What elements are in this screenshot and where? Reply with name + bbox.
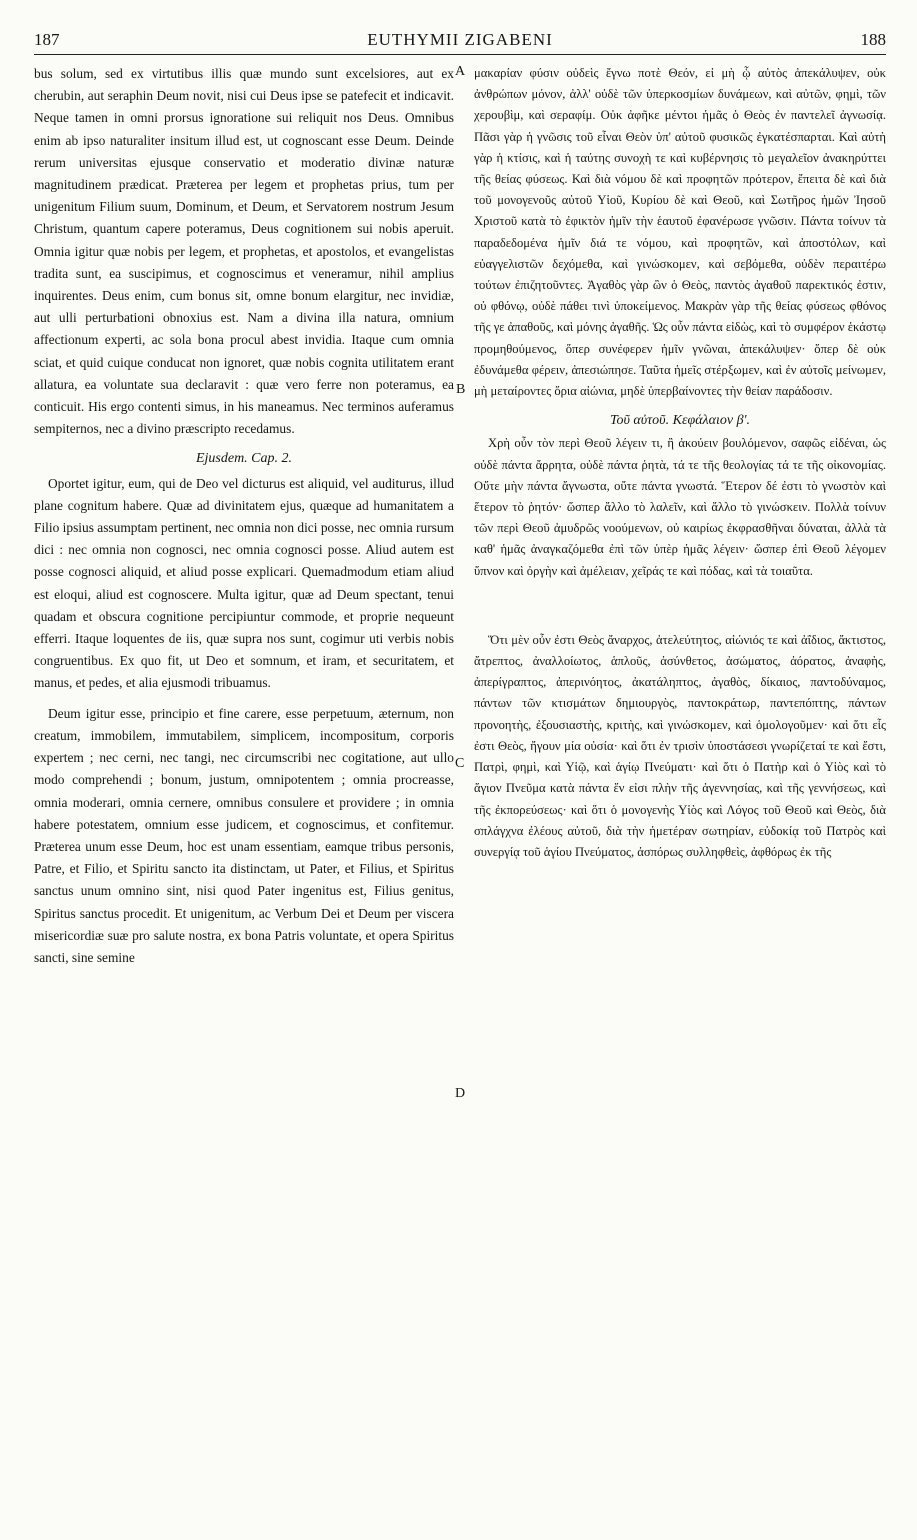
running-title: EUTHYMII ZIGABENI xyxy=(367,30,553,49)
greek-chapter-heading: Τοῦ αὐτοῦ. Κεφάλαιον β'. xyxy=(609,413,751,429)
latin-paragraph-1: bus solum, sed ex virtutibus illis quæ mundo sunt excelsiores, aut ex cherubin, aut seraphin Deum novit, nisi cui Deus ipse se patefecit et indicavit. Neque tamen in omni prorsus ignoratione sui reliquit nos Deus. Omnibus enim ab ipso naturaliter insitum illud est, ut cognoscant esse Deum. Deinde rerum universitas ejusque conservatio et moderatio divinæ naturæ magnitudinem prædicat. Præterea per legem et prophetas prius, tum per unigenitum Filium suum, Dominum, et Deum, et Servatorem nostrum Jesum Christum, quantum capere poteramus, Deus cognitionem sui nobis aperuit. Omnia igitur quæ nobis per legem, et prophetas, et apostolos, et evangelistas tradita sunt, ea suscipimus, et cognoscimus et veneramur, nihil amplius inquirentes. Deus enim, cum bonus sit, omne bonum elargitur, nec invidiæ, aut ulli perturbationi obnoxius est. Nam a divina illa natura, omnium affectionum experti, ac sola bona procul abest invidia. Itaque cum omnia sciat, et quid cuique conducat non ignoret, quæ nobis cognita utilitatem erant allatura, ea voluntate sua declaravit : quæ vero ferre non poteramus, ea conticuit. His ergo contenti simus, in his maneamus. Nec terminos auferamus sempiternos, nec a divino præscripto recedamus. xyxy=(34,66,454,437)
margin-letter-b: B xyxy=(456,382,466,397)
greek-paragraph-1: μακαρίαν φύσιν οὐδεὶς ἔγνω ποτὲ Θεόν, εἰ μὴ ᾧ αὐτὸς ἀπεκάλυψεν, οὐκ ἀνθρώπων μόνον, ἀλλ' οὐδὲ τῶν ὑπερκοσμίων δυνάμεων, καὶ αὐτῶν, φημὶ, τῶν χερουβὶμ, καὶ σεραφίμ. Οὐκ ἀφῆκε μέντοι ἡμᾶς ὁ Θεὸς ἐν παντελεῖ ἀγνωσίᾳ. Πᾶσι γὰρ ἡ γνῶσις τοῦ εἶναι Θεὸν ὑπ' αὐτοῦ φυσικῶς ἐγκατέσπαρται. Καὶ αὐτὴ γὰρ ἡ κτίσις, καὶ ἡ ταύτης συνοχὴ τε καὶ κυβέρνησις τὸ μεγαλεῖον ἀνακηρύττει τῆς θείας φύσεως. Καὶ διὰ νόμου δὲ καὶ προφητῶν πρότερον, ἔπειτα δὲ καὶ διὰ τοῦ μονογενοῦς αὐτοῦ Υἱοῦ, Κυρίου δὲ καὶ Θεοῦ, καὶ Σωτῆρος ἡμῶν Ἰησοῦ Χριστοῦ κατὰ τὸ ἐφικτὸν ἡμῖν τὴν ἑαυτοῦ ἐφανέρωσε γνῶσιν. Πάντα τοίνυν τὰ παραδεδομένα ἡμῖν διά τε νόμου, καὶ προφητῶν, καὶ ἀποστόλων, καὶ εὐαγγελιστῶν δεχόμεθα, καὶ γινώσκομεν, καὶ σεβόμεθα, οὐδὲν περαιτέρω τούτων ἐπιζητοῦντες. Ἀγαθὸς γὰρ ὢν ὁ Θεὸς, παντὸς ἀγαθοῦ παρεκτικός ἐστιν, οὐ φθόνῳ, οὐδὲ πάθει τινὶ ὑποκείμενος. Μακρὰν γὰρ τῆς θείας φύσεως φθόνος τῆς γε ἀπαθοῦς, καὶ μόνης ἀγαθῆς. Ὡς οὖν πάντα εἰδὼς, καὶ τὸ συμφέρον ἑκάστῳ προμηθούμενος, ὅπερ συνέφερεν ἡμῖν γνῶναι, ἀπεκάλυψεν· ὅπερ δὲ οὐκ ἐδυνάμεθα φέρειν, ἀπεσιώπησε. Ταῦτα ἡμεῖς στέρξωμεν, καὶ ἐν αὐτοῖς μείνωμεν, μὴ μεταίροντες ὅρια αἰώνια, μηδὲ ὑπερβαίνοντες τὴν θείαν παράδοσιν. xyxy=(474,66,886,399)
running-header xyxy=(34,30,886,55)
latin-chapter-heading: Ejusdem. Cap. 2. xyxy=(195,451,293,467)
latin-paragraph-3: Deum igitur esse, principio et fine carere, esse perpetuum, æternum, non creatum, immobilem, immutabilem, simplicem, incompositum, corporis expertem ; nec cerni, nec tangi, nec circumscribi nec cogitatione, aut ullo modo comprehendi ; bonum, justum, omnipotentem ; omnia procreasse, omnia moderari, omnia cernere, omnibus consulere et providere ; in omnia habere potestatem, omnium esse judicem, et cognoscimus, et confitemur. Præterea unum esse Deum, hoc est unam essentiam, eamque tribus personis, Patre, et Filio, et Spiritu sancto ita distinctam, ut Pater, et Filius, et Spiritus sanctus unum omnino sint, nisi quod Pater ingenitus est, Filius genitus, Spiritus sanctus procedit. Et unigenitum, ac Verbum Dei et Deum per viscera misericordiæ suæ pro salute nostra, ex bona Patris voluntate, et opera Spiritus sancti, sine semine xyxy=(34,705,454,965)
page-number-right: 188 xyxy=(860,30,886,49)
latin-paragraph-2: Oportet igitur, eum, qui de Deo vel dicturus est aliquid, vel auditurus, illud plane cognitum habere. Quæ ad divinitatem ejus, quæque ad humanitatem a Filio ipsius assumptam pertinent, nec omnia non dici posse, nec omnia rursum dici : nec omnia non cognosci, nec omnia cognosci posse. Aliud autem est posse cognosci aliquid, et aliud posse explicari. Quemadmodum etiam aliud est eloqui, aliud est cognoscere. Multa igitur, quæ ad Deum spectant, tenui quadam et obscura cognitione percipiuntur commode, et proprie nequeunt efferri. Itaque loquentes de iis, quæ supra nos sunt, cogimur uti verbis nobis congruentibus. Ex quo fit, ut Deo et somnum, et iram, et securitatem, et manus, et pedes, et alia ejusmodi tribuamus. xyxy=(34,475,454,691)
margin-letter-c: C xyxy=(455,756,465,771)
margin-letter-a: A xyxy=(455,64,466,79)
greek-paragraph-3: Ὅτι μὲν οὖν ἐστι Θεὸς ἄναρχος, ἀτελεύτητος, αἰώνιός τε καὶ ἀΐδιος, ἄκτιστος, ἄτρεπτος, ἀναλλοίωτος, ἁπλοῦς, ἀσύνθετος, ἀσώματος, ἀόρατος, ἀναφὴς, ἀπερίγραπτος, ἀπερινόητος, ἀκατάληπτος, ἀγαθὸς, δίκαιος, παντοδύναμος, πάντων τῶν κτισμάτων δημιουργὸς, παντοκράτωρ, παντεπόπτης, πάντων προνοητὴς, ἐξουσιαστὴς, κριτὴς, καὶ γινώσκομεν, καὶ ὁμολογοῦμεν· καὶ ὅτι εἷς ἐστι Θεὸς, ἤγουν μία οὐσία· καὶ ὅτι ἐν τρισὶν ὑποστάσεσι γνωρίζεταί τε καὶ ἔστι, Πατρὶ, φημὶ, καὶ Υἱῷ, καὶ ἁγίῳ Πνεύματι· καὶ ὅτι ὁ Πατὴρ καὶ ὁ Υἱὸς καὶ τὸ ἅγιον Πνεῦμα κατὰ πάντα ἕν εἰσι πλὴν τῆς ἀγεννησίας, καὶ τῆς γεννήσεως, καὶ τῆς ἐκπορεύσεως· καὶ ὅτι ὁ μονογενὴς Υἱὸς καὶ Λόγος τοῦ Θεοῦ καὶ Θεὸς, διὰ σπλάγχνα ἐλέους αὐτοῦ, διὰ τὴν ἡμετέραν σωτηρίαν, εὐδοκίᾳ τοῦ Πατρὸς καὶ συνεργίᾳ τοῦ ἁγίου Πνεύματος, ἀσπόρως συλληφθεὶς, ἀφθόρως ἐκ τῆς xyxy=(474,632,886,859)
page-number-left: 187 xyxy=(34,30,60,49)
latin-column xyxy=(34,63,454,969)
greek-column xyxy=(474,63,886,863)
greek-paragraph-2: Χρὴ οὖν τὸν περὶ Θεοῦ λέγειν τι, ἢ ἀκούειν βουλόμενον, σαφῶς εἰδέναι, ὡς οὐδὲ πάντα ἄρρητα, οὐδὲ πάντα ῥητὰ, τά τε τῆς θεολογίας τά τε τῆς οἰκονομίας. Οὔτε μὴν πάντα ἄγνωστα, οὔτε πάντα γνωστά. Ἕτερον δέ ἐστι τὸ γνωστὸν καὶ ἕτερον τὸ ῥητόν· ὥσπερ ἄλλο τὸ λαλεῖν, καὶ ἄλλο τὸ γινώσκειν. Πολλὰ τοίνυν τῶν περὶ Θεοῦ ἀμυδρῶς νοούμενων, οὐ καιρίως ἐκφρασθῆναι δύναται, ἀλλὰ τὰ καθ' ἡμᾶς ἀναγκαζόμεθα ἐπὶ τῶν ὑπὲρ ἡμᾶς λέγειν· ὥσπερ ἐπὶ Θεοῦ λέγομεν ὕπνον καὶ ὀργὴν καὶ ἀμέλειαν, χεῖράς τε καὶ πόδας, καὶ τὰ τοιαῦτα. xyxy=(474,436,886,578)
margin-letter-d: D xyxy=(455,1086,466,1101)
